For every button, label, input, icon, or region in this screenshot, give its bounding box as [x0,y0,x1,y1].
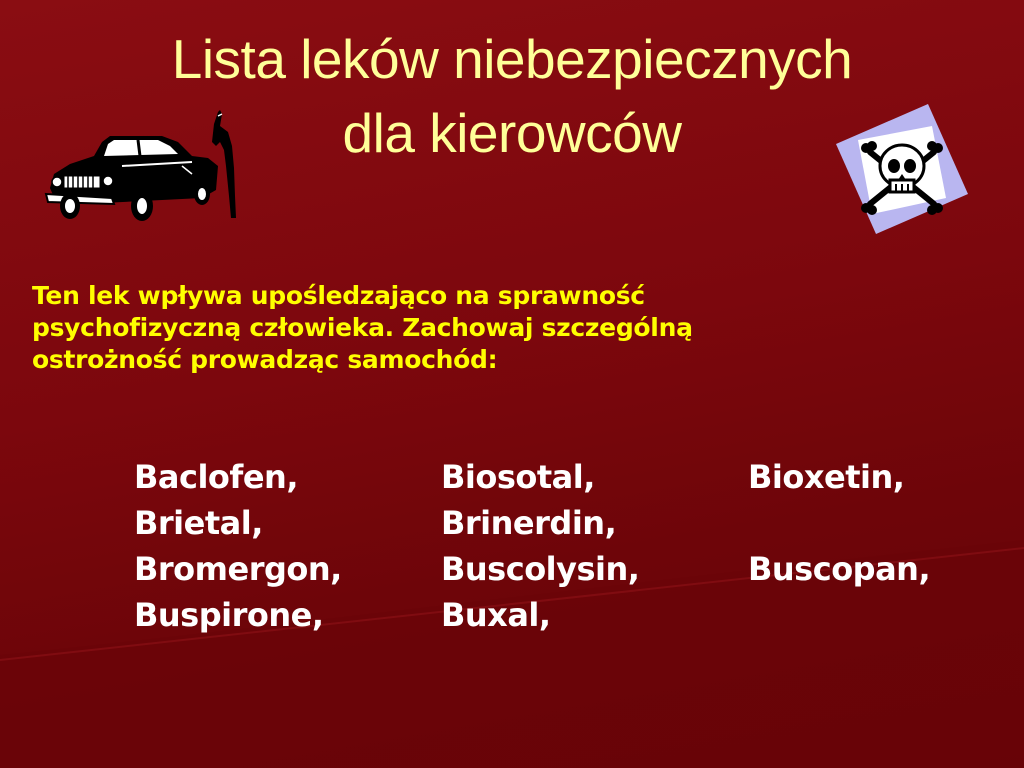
title-line-1: Lista leków niebezpiecznych [171,28,853,90]
warning-text [32,280,932,376]
warning-line-1: Ten lek wpływa upośledzająco na sprawność [32,281,645,310]
drug-name [748,592,994,638]
drug-name: Bromergon, [134,550,342,588]
drug-name: Brinerdin, [441,504,617,542]
drug-name: Baclofen, [134,458,298,496]
drug-name: Buscolysin, [441,550,640,588]
drug-name: Bioxetin, [748,458,905,496]
warning-line-2: psychofizyczną człowieka. Zachowaj szczególną [32,313,693,342]
drug-name: Brietal, [134,504,263,542]
drug-name: Buxal, [441,596,551,634]
drug-name: Buscopan, [748,550,931,588]
warning-line-3: ostrożność prowadząc samochód: [32,345,498,374]
drug-list [134,454,994,638]
drug-name [748,500,994,546]
drug-name: Biosotal, [441,458,595,496]
car-icon [42,106,242,228]
title-line-2: dla kierowców [342,102,682,164]
skull-and-crossbones-icon [832,100,972,240]
drug-name: Buspirone, [134,596,324,634]
